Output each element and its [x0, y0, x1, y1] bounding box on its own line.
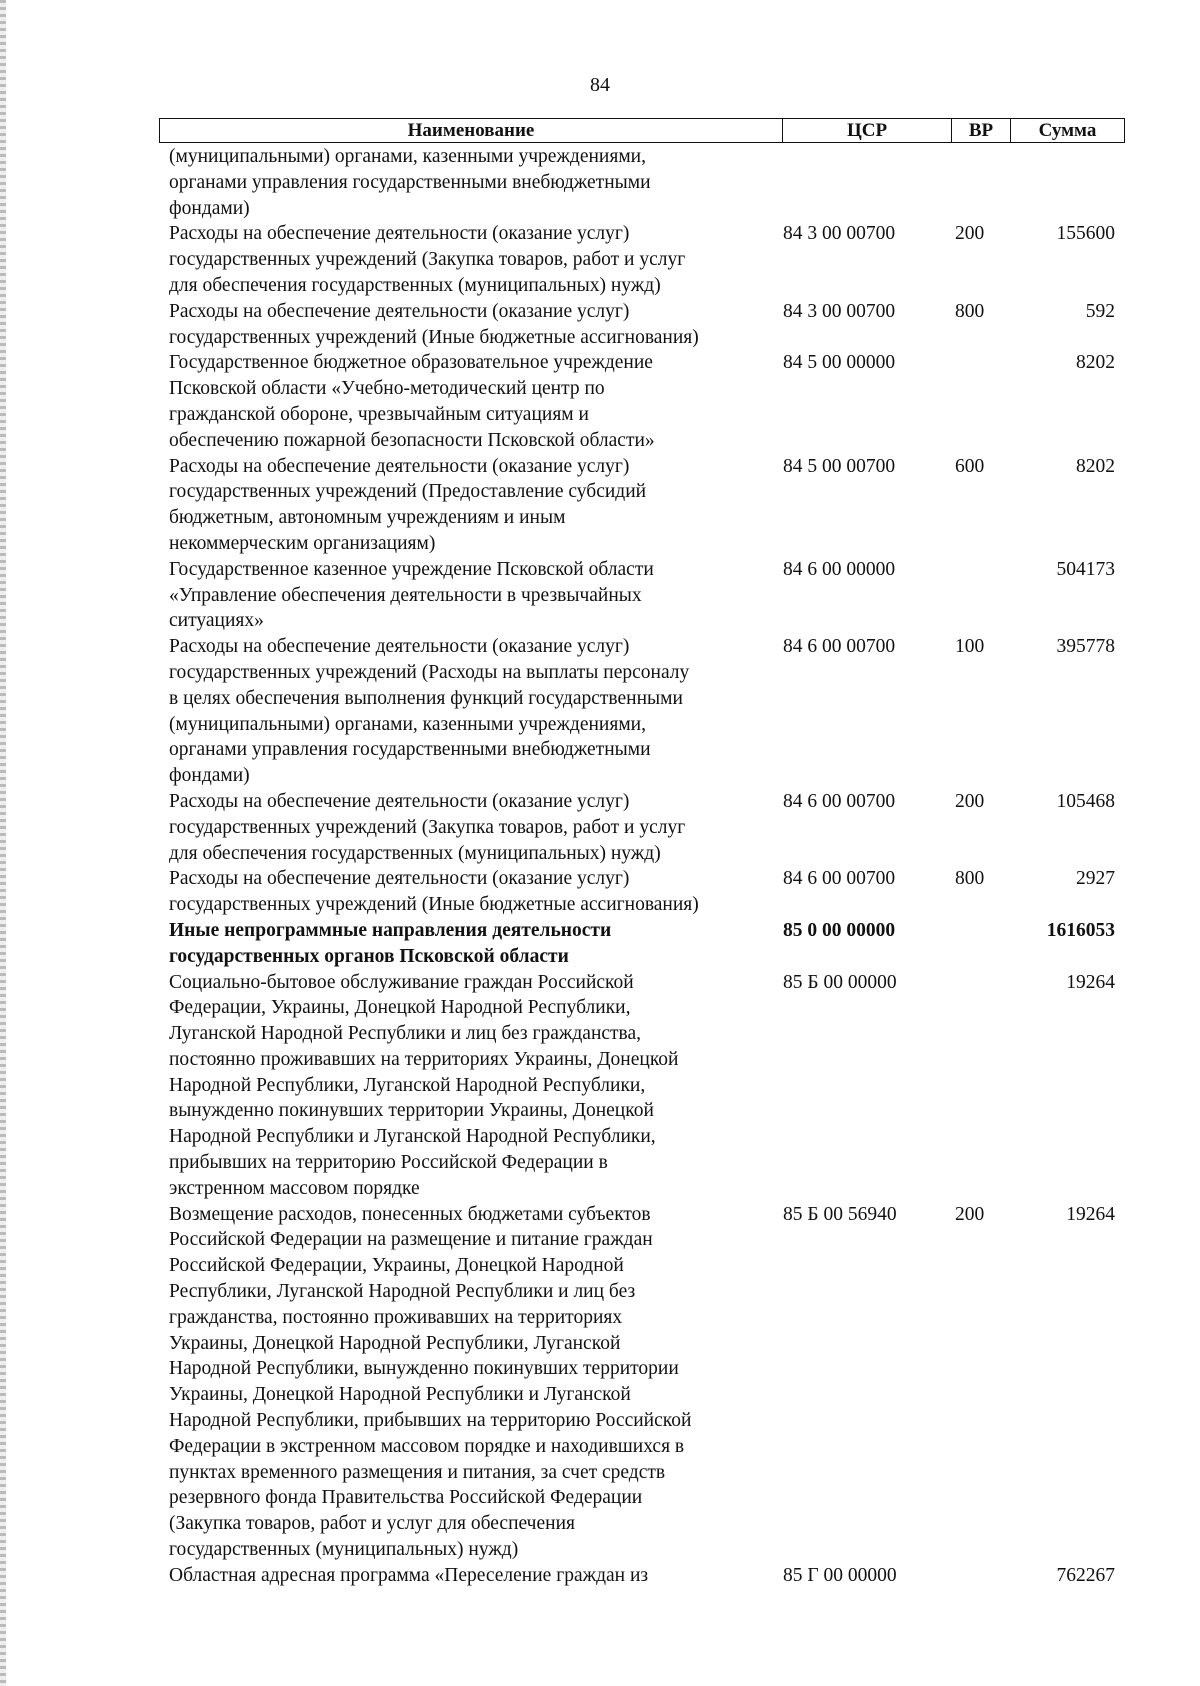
row-csr: 85 Б 00 00000 [783, 971, 897, 993]
row-name: Возмещение расходов, понесенных бюджетами субъектов Российской Федерации на размещение и питание граждан Российской Федерации, Украины, Донецкой Народной Республики, Луганской Народной Республики и лиц без гражданства, постоянно проживавших на территориях Украины, Донецкой Народной Республики, Луганской Народной Республики, вынужденно покинувших территории Украины, Донецкой Народной Республики и Луганской Народной Республики, прибывших на территорию Российской Федерации в экстренном массовом порядке и находившихся в пунктах временного размещения и питания, за счет средств резервного фонда Правительства Российской Федерации (Закупка товаров, работ и услуг для обеспечения государственных (муниципальных) нужд) [169, 1203, 692, 1561]
row-sum: 8202 [1076, 455, 1115, 477]
row-vr: 200 [955, 1203, 985, 1225]
header-csr: ЦСР [783, 119, 952, 142]
table-row [169, 454, 1125, 557]
row-name: Областная адресная программа «Переселение граждан из [169, 1564, 649, 1586]
scan-edge [0, 0, 6, 1686]
row-vr: 800 [955, 868, 985, 890]
row-csr: 84 3 00 00700 [783, 223, 896, 245]
row-name: Расходы на обеспечение деятельности (оказание услуг) государственных учреждений (Предоставление субсидий бюджетным, автономным учреждениям и иным некоммерческим организациям) [169, 455, 647, 554]
table-row [169, 789, 1125, 866]
header-vr: ВР [952, 119, 1011, 142]
row-vr [951, 1563, 1015, 1589]
row-vr: 800 [955, 300, 985, 322]
row-name: Иные непрограммные направления деятельности государственных органов Псковской области [169, 919, 612, 967]
row-vr: 600 [955, 455, 985, 477]
row-sum: 504173 [1056, 558, 1115, 580]
table-row [169, 557, 1125, 634]
header-name: Наименование [160, 119, 783, 142]
row-csr: 84 5 00 00700 [783, 455, 896, 477]
table-row [169, 350, 1125, 453]
table-row [169, 970, 1125, 1202]
row-vr [951, 918, 1015, 970]
row-sum: 105468 [1056, 790, 1115, 812]
row-csr: 84 5 00 00000 [783, 352, 896, 374]
row-name: Расходы на обеспечение деятельности (оказание услуг) государственных учреждений (Закупка товаров, работ и услуг для обеспечения государственных (муниципальных) нужд) [169, 223, 686, 296]
row-csr: 84 6 00 00700 [783, 868, 896, 890]
table-row [169, 221, 1125, 298]
row-vr: 200 [955, 223, 985, 245]
row-sum: 592 [1085, 300, 1115, 322]
row-sum: 1616053 [1046, 919, 1115, 941]
row-name: Расходы на обеспечение деятельности (оказание услуг) государственных учреждений (Расходы на выплаты персоналу в целях обеспечения выполнения функций государственными (муниципальными) органами, казенными учреждениями, органами управления государственными внебюджетными фондами) [169, 636, 690, 787]
table-row [169, 634, 1125, 789]
row-csr: 84 3 00 00700 [783, 300, 896, 322]
row-vr [951, 144, 1015, 221]
table-row [169, 1202, 1125, 1563]
row-sum: 8202 [1076, 352, 1115, 374]
row-name: Расходы на обеспечение деятельности (оказание услуг) государственных учреждений (Иные бюджетные ассигнования) [169, 300, 699, 348]
row-vr: 200 [955, 790, 985, 812]
row-sum: 19264 [1066, 971, 1115, 993]
row-sum: 762267 [1056, 1564, 1115, 1586]
table-row [169, 144, 1125, 221]
row-name: (муниципальными) органами, казенными учреждениями, органами управления государственными внебюджетными фондами) [169, 146, 651, 219]
row-csr: 84 6 00 00000 [783, 558, 896, 580]
table-row [169, 1563, 1125, 1589]
row-csr [781, 144, 951, 221]
row-vr: 100 [955, 636, 985, 658]
row-name: Социально-бытовое обслуживание граждан Российской Федерации, Украины, Донецкой Народной Республики, Луганской Народной Республики и лиц без гражданства, постоянно проживавших на территориях Украины, Донецкой Народной Республики, Луганской Народной Республики, вынужденно покинувших территории Украины, Донецкой Народной Республики и Луганской Народной Республики, прибывших на территорию Российской Федерации в экстренном массовом порядке [169, 971, 679, 1199]
table-row [169, 866, 1125, 918]
table-header [159, 118, 1125, 143]
header-sum: Сумма [1038, 119, 1097, 141]
row-sum: 395778 [1056, 636, 1115, 658]
row-sum: 2927 [1076, 868, 1115, 890]
table-body [169, 144, 1125, 1589]
row-name: Расходы на обеспечение деятельности (оказание услуг) государственных учреждений (Иные бюджетные ассигнования) [169, 868, 699, 916]
row-csr: 84 6 00 00700 [783, 636, 896, 658]
row-name: Государственное бюджетное образовательное учреждение Псковской области «Учебно-методический центр по гражданской обороне, чрезвычайным ситуациям и обеспечению пожарной безопасности Псковской области» [169, 352, 655, 451]
row-sum: 155600 [1056, 223, 1115, 245]
table-row [169, 918, 1125, 970]
row-sum: 19264 [1066, 1203, 1115, 1225]
table-row [169, 299, 1125, 351]
row-csr: 85 Г 00 00000 [783, 1564, 897, 1586]
row-vr [951, 970, 1015, 1202]
row-csr: 85 Б 00 56940 [783, 1203, 897, 1225]
page-number: 84 [590, 74, 610, 96]
row-csr: 84 6 00 00700 [783, 790, 896, 812]
row-name: Государственное казенное учреждение Псковской области «Управление обеспечения деятельности в чрезвычайных ситуациях» [169, 558, 654, 632]
row-vr [951, 350, 1015, 453]
row-vr [951, 557, 1015, 634]
row-csr: 85 0 00 00000 [783, 919, 896, 941]
row-sum [1015, 144, 1125, 221]
row-name: Расходы на обеспечение деятельности (оказание услуг) государственных учреждений (Закупка товаров, работ и услуг для обеспечения государственных (муниципальных) нужд) [169, 790, 686, 864]
